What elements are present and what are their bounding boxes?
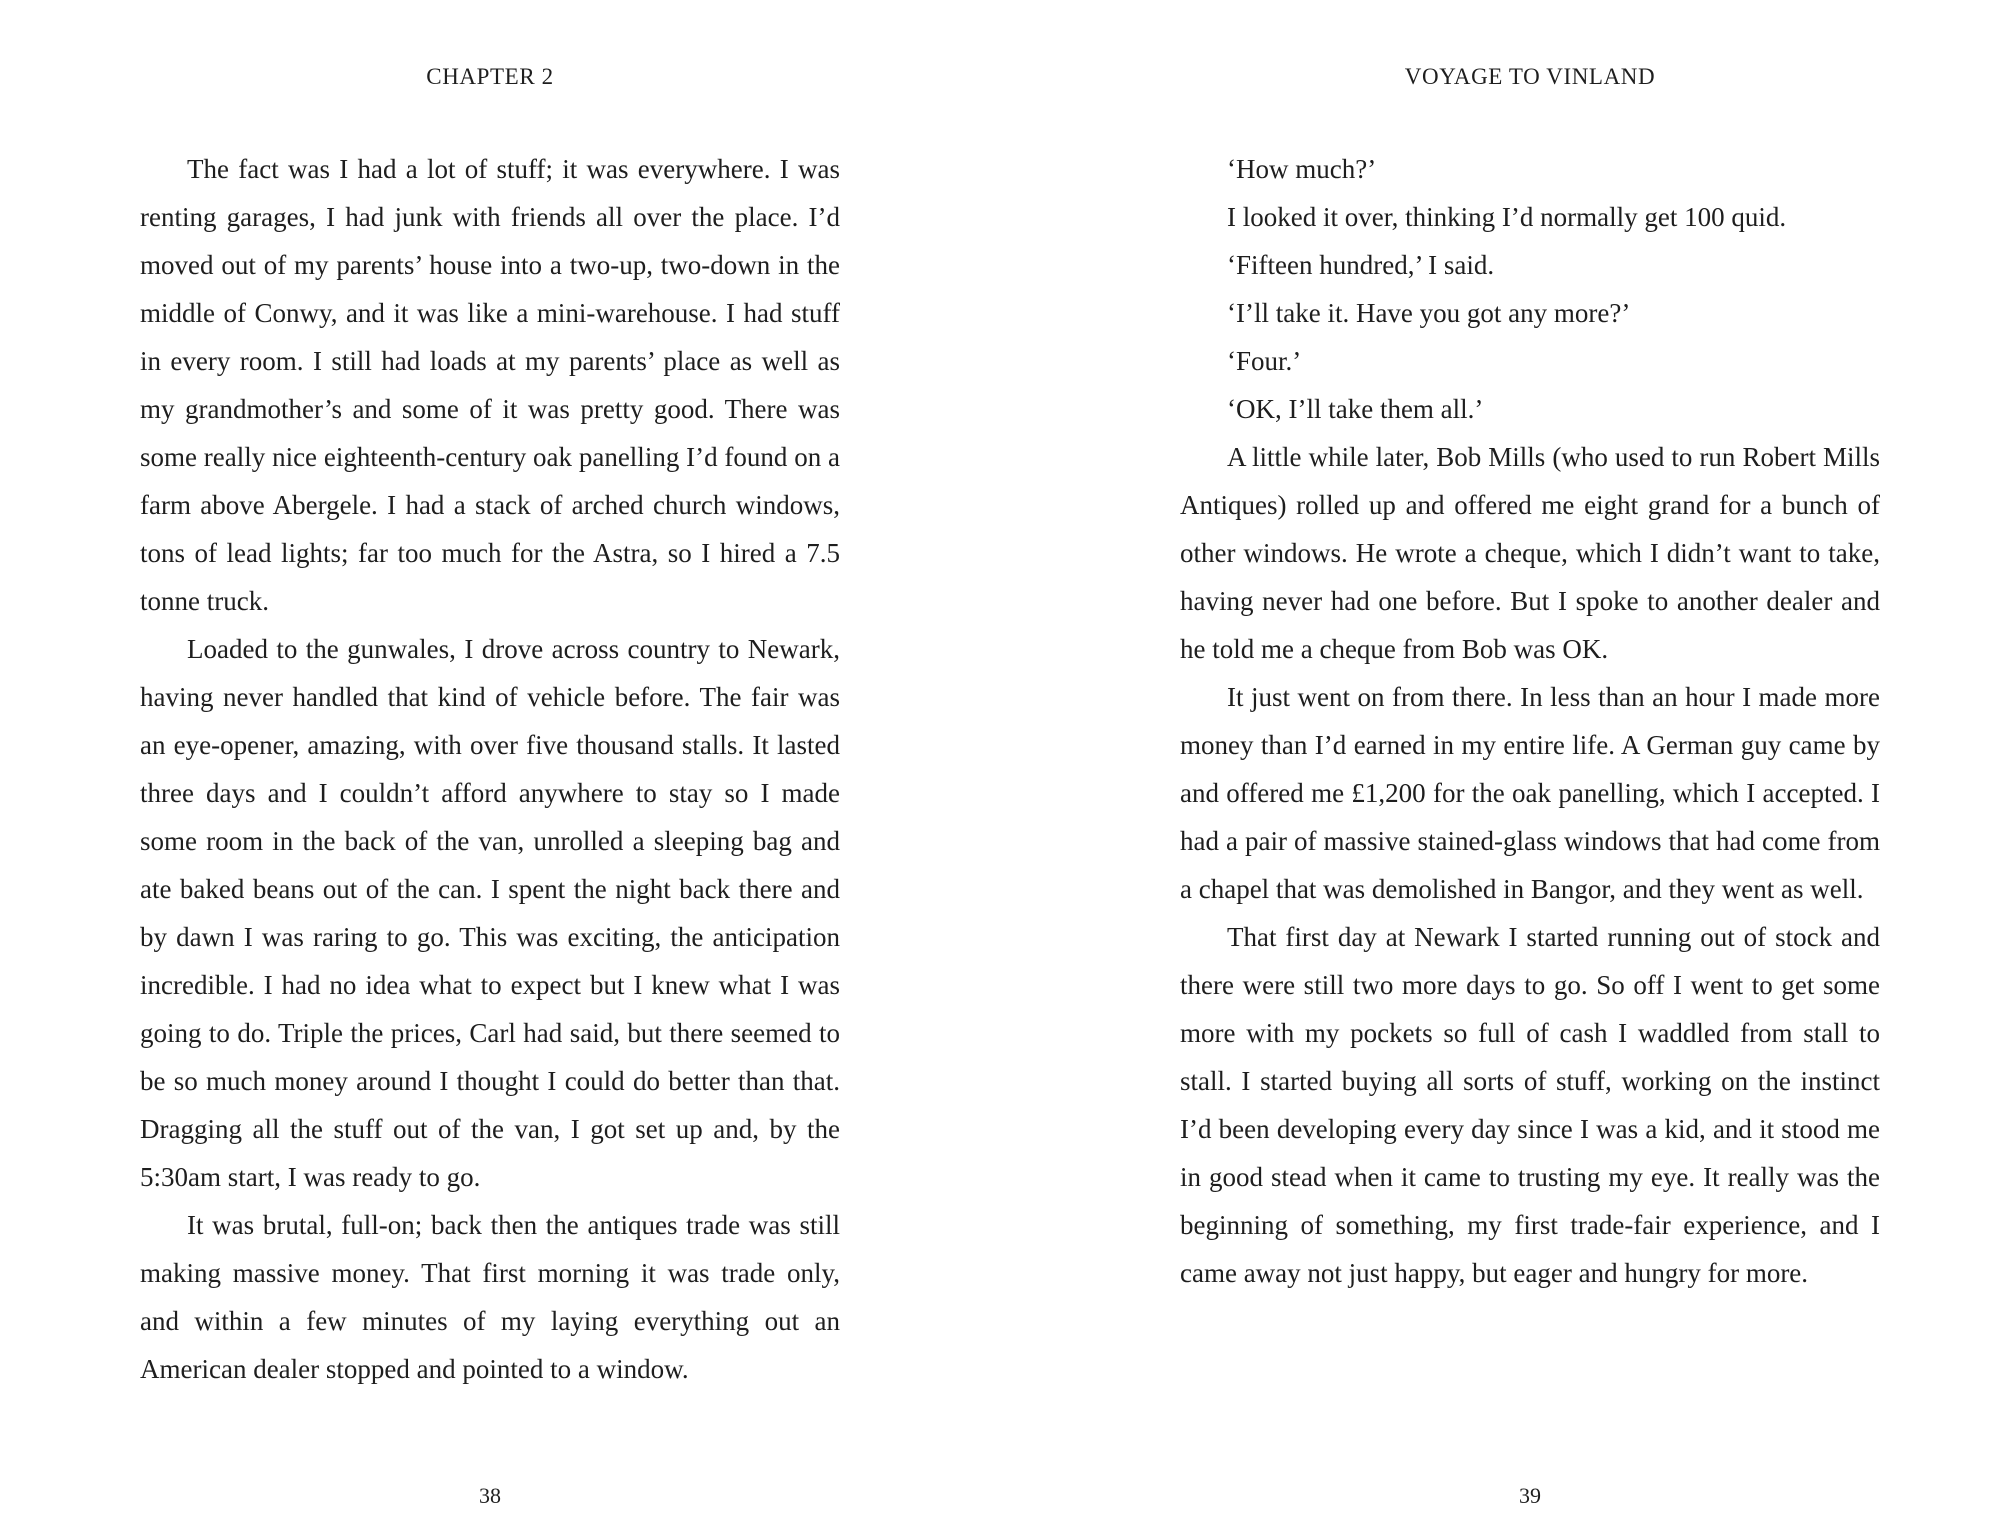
paragraph: Loaded to the gunwales, I drove across country to Newark, having never handled that kind of vehicle before. The fair was an eye-opener, amazing, with over five thousand stalls. It lasted three days and I couldn’t afford anywhere to stay so I made some room in the back of the van, unrolled a sleeping bag and ate baked beans out of the can. I spent the night back there and by dawn I was raring to go. This was exciting, the anticipation incredible. I had no idea what to expect but I knew what I was going to do. Triple the prices, Carl had said, but there seemed to be so much money around I thought I could do better than that. Dragging all the stuff out of the van, I got set up and, by the 5:30am start, I was ready to go. — [140, 634, 840, 1192]
paragraph: It was brutal, full-on; back then the antiques trade was still making massive money. That first morning it was trade only, and within a few minutes of my laying everything out an American dealer stopped and pointed to a window. — [140, 1210, 840, 1384]
running-head-title: VOYAGE TO VINLAND — [1404, 64, 1656, 89]
running-head-chapter: CHAPTER 2 — [426, 64, 554, 89]
paragraph: The fact was I had a lot of stuff; it was everywhere. I was renting garages, I had junk with friends all over the place. I’d moved out of my parents’ house into a two-up, two-down in the middle of Conwy, and it was like a mini-warehouse. I had stuff in every room. I still had loads at my parents’ place as well as my grandmother’s and some of it was pretty good. There was some really nice eighteenth-century oak panelling I’d found on a farm above Abergele. I had a stack of arched church windows, tons of lead lights; far too much for the Astra, so I hired a 7.5 tonne truck. — [140, 154, 840, 616]
page-number: 38 — [479, 1483, 501, 1508]
left-page-body — [140, 145, 840, 1393]
dialogue-line: ‘Four.’ — [1227, 346, 1302, 376]
dialogue-line: ‘Fifteen hundred,’ I said. — [1227, 250, 1495, 280]
dialogue-line: ‘OK, I’ll take them all.’ — [1227, 394, 1484, 424]
left-page — [0, 0, 990, 1539]
paragraph: I looked it over, thinking I’d normally get 100 quid. — [1227, 202, 1787, 232]
page-number: 39 — [1519, 1483, 1541, 1508]
dialogue-line: ‘How much?’ — [1227, 154, 1377, 184]
paragraph: That first day at Newark I started running out of stock and there were still two more days to go. So off I went to get some more with my pockets so full of cash I waddled from stall to stall. I started buying all sorts of stuff, working on the instinct I’d been developing every day since I was a kid, and it stood me in good stead when it came to trusting my eye. It really was the beginning of something, my first trade-fair experience, and I came away not just happy, but eager and hungry for more. — [1180, 922, 1880, 1288]
right-page-body — [1180, 145, 1880, 1297]
paragraph: A little while later, Bob Mills (who used to run Robert Mills Antiques) rolled up and offered me eight grand for a bunch of other windows. He wrote a cheque, which I didn’t want to take, having never had one before. But I spoke to another dealer and he told me a cheque from Bob was OK. — [1180, 442, 1880, 664]
dialogue-line: ‘I’ll take it. Have you got any more?’ — [1227, 298, 1631, 328]
right-page — [1045, 0, 2000, 1539]
paragraph: It just went on from there. In less than an hour I made more money than I’d earned in my entire life. A German guy came by and offered me £1,200 for the oak panelling, which I accepted. I had a pair of massive stained-glass windows that had come from a chapel that was demolished in Bangor, and they went as well. — [1180, 682, 1880, 904]
